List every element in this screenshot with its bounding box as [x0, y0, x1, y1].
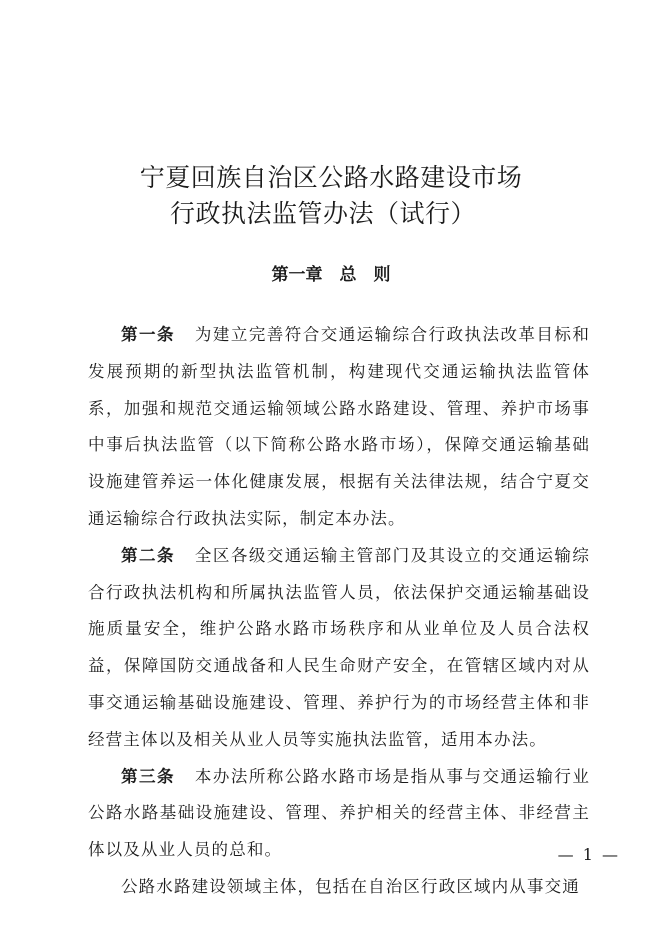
page-number: — 1 —	[557, 845, 620, 864]
article-text: 为建立完善符合交通运输综合行政执法改革目标和发展预期的新型执法监管机制，构建现代交通运输执法监管体系，加强和规范交通运输领域公路水路建设、管理、养护市场事中事后执法监管（以下简称公路水路市场），保障交通运输基础设施建管养运一体化健康发展，根据有关法律法规，结合宁夏交通运输综合行政执法实际，制定本办法。	[88, 325, 590, 528]
article-label: 第三条	[121, 766, 175, 786]
title-line-2: 行政执法监管办法（试行）	[169, 199, 476, 228]
article-text: 本办法所称公路水路市场是指从事与交通运输行业公路水路基础设施建设、管理、养护相关的经营主体、非经营主体以及从业人员的总和。	[88, 766, 590, 860]
article-1	[88, 317, 590, 538]
article-label: 第一条	[121, 325, 175, 344]
continuation-paragraph: 公路水路建设领域主体，包括在自治区行政区域内从事交通	[121, 876, 580, 896]
document-body	[88, 317, 590, 906]
article-2	[88, 538, 590, 759]
title-line-1: 宁夏回族自治区公路水路建设市场	[139, 163, 523, 192]
document-title	[0, 160, 662, 232]
article-label: 第二条	[121, 545, 175, 565]
chapter-heading: 第一章 总 则	[271, 265, 391, 285]
article-text: 全区各级交通运输主管部门及其设立的交通运输综合行政执法机构和所属执法监管人员，依法保护交通运输基础设施质量安全，维护公路水路市场秩序和从业单位及人员合法权益，保障国防交通战备和人民生命财产安全，在管辖区域内对从事交通运输基础设施建设、管理、养护行为的市场经营主体和非经营主体以及相关从业人员等实施执法监管，适用本办法。	[88, 545, 590, 749]
